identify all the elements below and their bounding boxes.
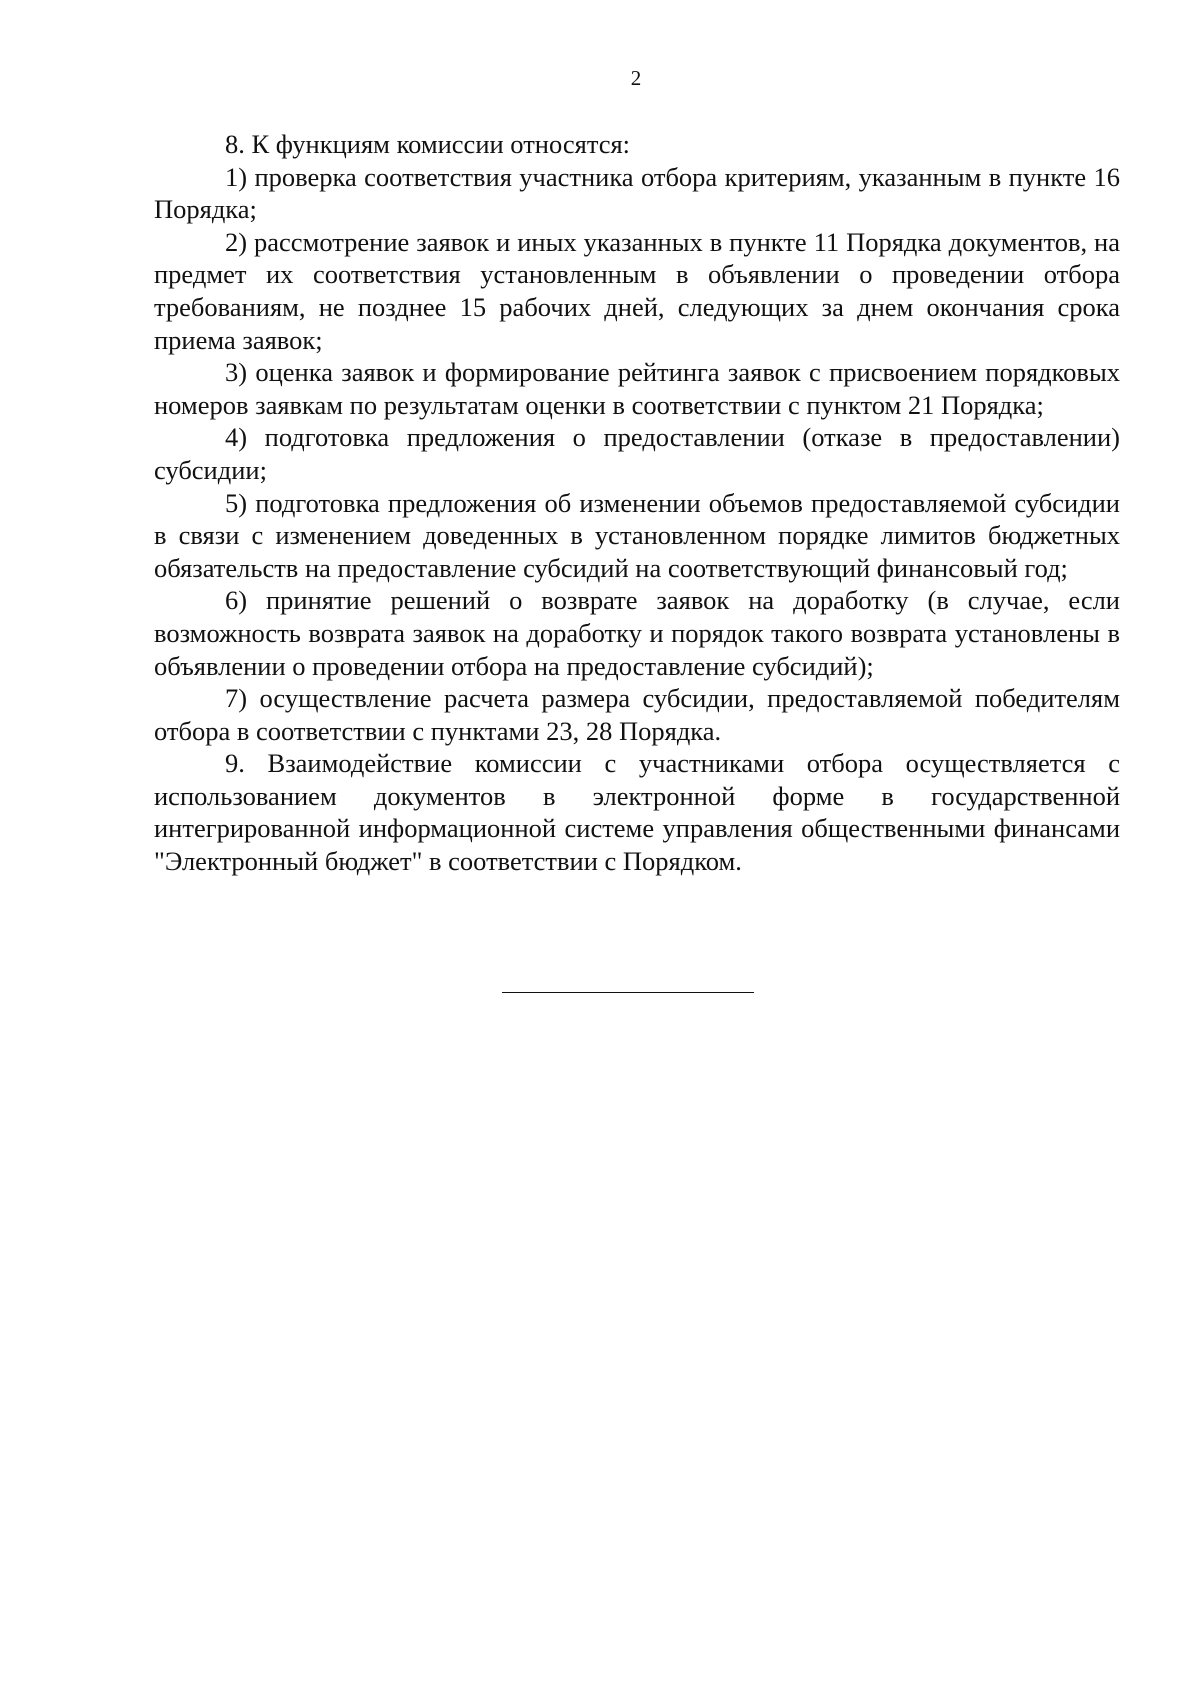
paragraph-subitem-2: 2) рассмотрение заявок и иных указанных в пункте 11 Порядка документов, на предмет их соответствия установленным в объявлении о проведении отбора требованиям, не позднее 15 рабочих дней, следующих за днем окончания срока приема заявок; [154, 226, 1120, 355]
paragraph-subitem-6: 6) принятие решений о возврате заявок на доработку (в случае, если возможность возврата заявок на доработку и порядок такого возврата установлены в объявлении о проведении отбора на предоставление субсидий); [154, 585, 1120, 681]
paragraph-item-9: 9. Взаимодействие комиссии с участниками отбора осуществляется с использованием документов в электронной форме в государственной интегрированной информационной системе управления общественными финансами "Электронный бюджет" в соответствии с Порядком. [154, 748, 1120, 877]
end-separator-line [502, 992, 754, 993]
paragraph-subitem-1: 1) проверка соответствия участника отбора критериям, указанным в пункте 16 Порядка; [154, 161, 1120, 225]
paragraph-subitem-4: 4) подготовка предложения о предоставлении (отказе в предоставлении) субсидии; [154, 422, 1120, 485]
page-number: 2 [630, 66, 642, 90]
document-body [154, 128, 1120, 878]
paragraph-subitem-3: 3) оценка заявок и формирование рейтинга заявок с присвоением порядковых номеров заявкам по результатам оценки в соответствии с пунктом 21 Порядка; [154, 357, 1120, 420]
paragraph-item-8: 8. К функциям комиссии относятся: [225, 129, 631, 159]
paragraph-subitem-7: 7) осуществление расчета размера субсидии, предоставляемой победителям отбора в соответствии с пунктами 23, 28 Порядка. [154, 683, 1120, 746]
paragraph-subitem-5: 5) подготовка предложения об изменении объемов предоставляемой субсидии в связи с изменением доведенных в установленном порядке лимитов бюджетных обязательств на предоставление субсидий на соответствующий финансовый год; [154, 487, 1120, 583]
